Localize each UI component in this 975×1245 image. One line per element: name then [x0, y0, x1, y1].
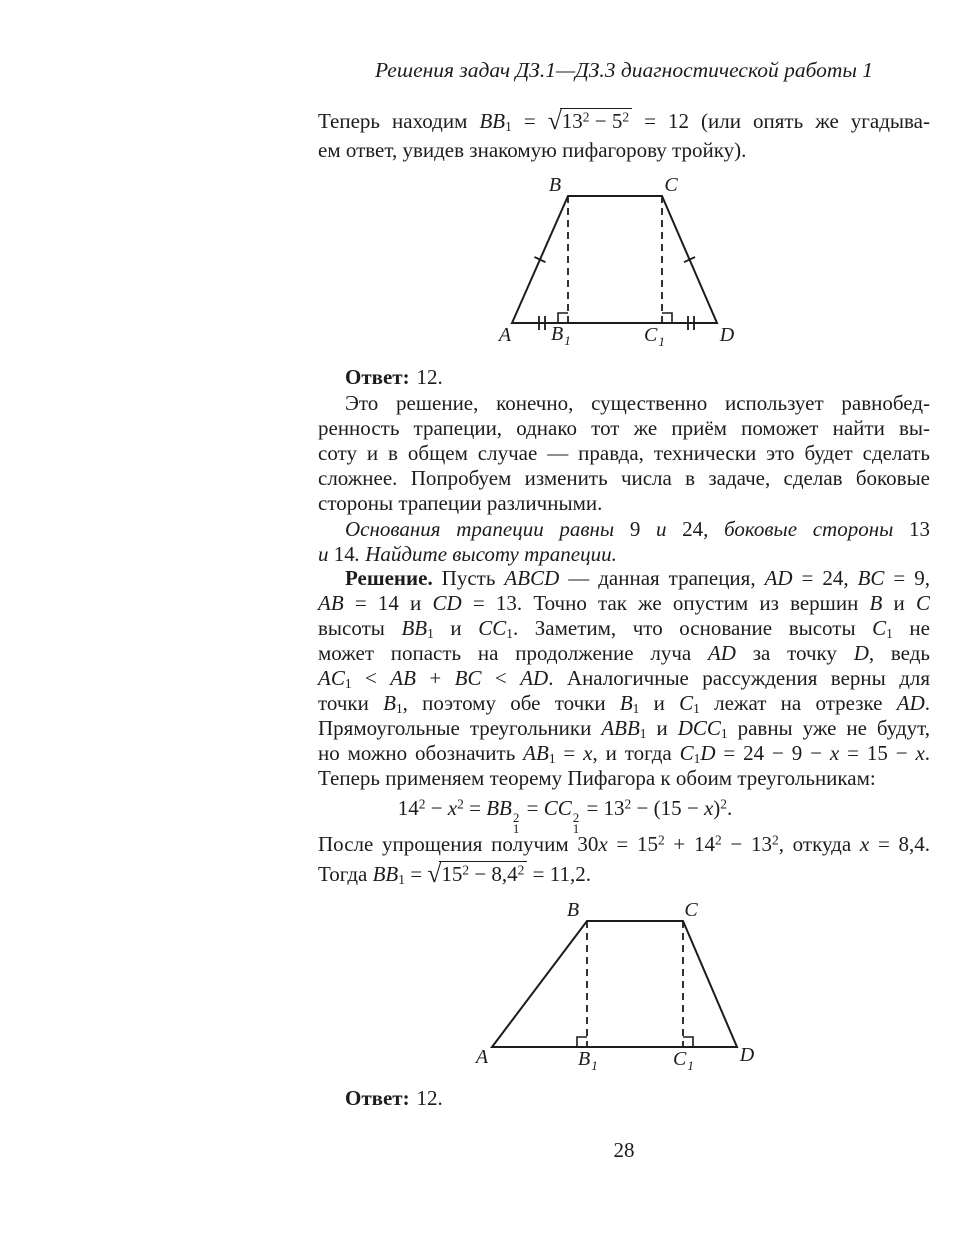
vertex-label-a: A — [475, 1046, 489, 1068]
vertex-label-d: D — [739, 1044, 755, 1066]
page-number: 28 — [613, 1138, 635, 1162]
figure-trapezoid-scalene — [460, 900, 760, 1082]
vertex-label-a: A — [498, 324, 512, 346]
foot-label-b1: $B_1$ — [578, 1048, 598, 1073]
vertex-label-b: B — [548, 174, 562, 196]
display-equation: $14^2 - x^2$ = BB 2 1 = CC 2 1 = $13^2 - (15 - x)^2$. — [397, 796, 733, 836]
vertex-label-c: C — [664, 174, 678, 196]
answer-line-2 — [345, 1086, 443, 1111]
vertex-label-d: D — [719, 324, 735, 346]
right-angle-mark-c1 — [683, 1037, 693, 1047]
vertex-label-b: B — [566, 900, 580, 921]
trapezoid-outline — [512, 196, 717, 323]
answer-value: 12. — [416, 1086, 443, 1110]
right-angle-mark-b1 — [577, 1037, 587, 1047]
foot-label-b1: $B_1$ — [551, 323, 571, 348]
paragraph-discussion: Это решение, конечно, существенно использует равнобед- ренность трапеции, однако тот же приём поможет найти вы- соту и в общем случае — правда, технически это будет сделать сложнее. Попробуем изменить числа в задаче, сделав боковые стороны трапеции различными. — [318, 391, 930, 515]
paragraph-now-find-bb1: Теперь находим $BB1 = √13^2 - 5^2 = 12$ (или опять же угадыва- ем ответ, увидев знакомую пифагорову тройку). — [318, 106, 930, 162]
foot-label-c1: $C_1$ — [673, 1048, 694, 1073]
paragraph-solution: Решение. Пусть ABCD — данная трапеция, AD = 24, BC = 9, AB = 14 и CD = 13. Точно так же опустим из вершин B и C высоты BB1 и CC1. Заметим, что основание высоты C1 не может попасть на продолжение луча AD за точку D, ведь AC1 < AB + BC < AD. Аналогичные рассуждения верны для точки B1, поэтому обе точки B1 и C1 лежат на отрезке AD. Прямоугольные треугольники ABB1 и DCC1 равны уже не будут, но можно обозначить AB1 = x, и тогда C1D = 24 − 9 − x = 15 − x. Теперь применяем теорему Пифагора к обоим треугольникам: — [318, 566, 931, 790]
paragraph-problem-statement: Основания трапеции равны 9 и 24, боковые стороны 13 и 14. Найдите высоту трапеции. — [318, 517, 931, 566]
right-angle-mark-c1 — [662, 313, 672, 323]
answer-label: Ответ: — [345, 1086, 410, 1110]
answer-value: 12. — [416, 365, 443, 389]
right-angle-mark-b1 — [558, 313, 568, 323]
running-header: Решения задач ДЗ.1—ДЗ.3 диагностической работы 1 — [374, 58, 874, 82]
answer-label: Ответ: — [345, 365, 410, 389]
figure-trapezoid-isosceles — [455, 168, 775, 358]
vertex-label-c: C — [684, 900, 698, 921]
paragraph-simplification: После упрощения получим $30x = 15^2 + 14^2 - 13^2$, откуда x = 8,4. Тогда $BB1 = √15^2 - 8,4^2 = 11,2$. — [318, 832, 930, 889]
trapezoid-outline — [492, 921, 737, 1047]
answer-line-1 — [345, 365, 443, 390]
foot-label-c1: $C_1$ — [644, 324, 665, 349]
